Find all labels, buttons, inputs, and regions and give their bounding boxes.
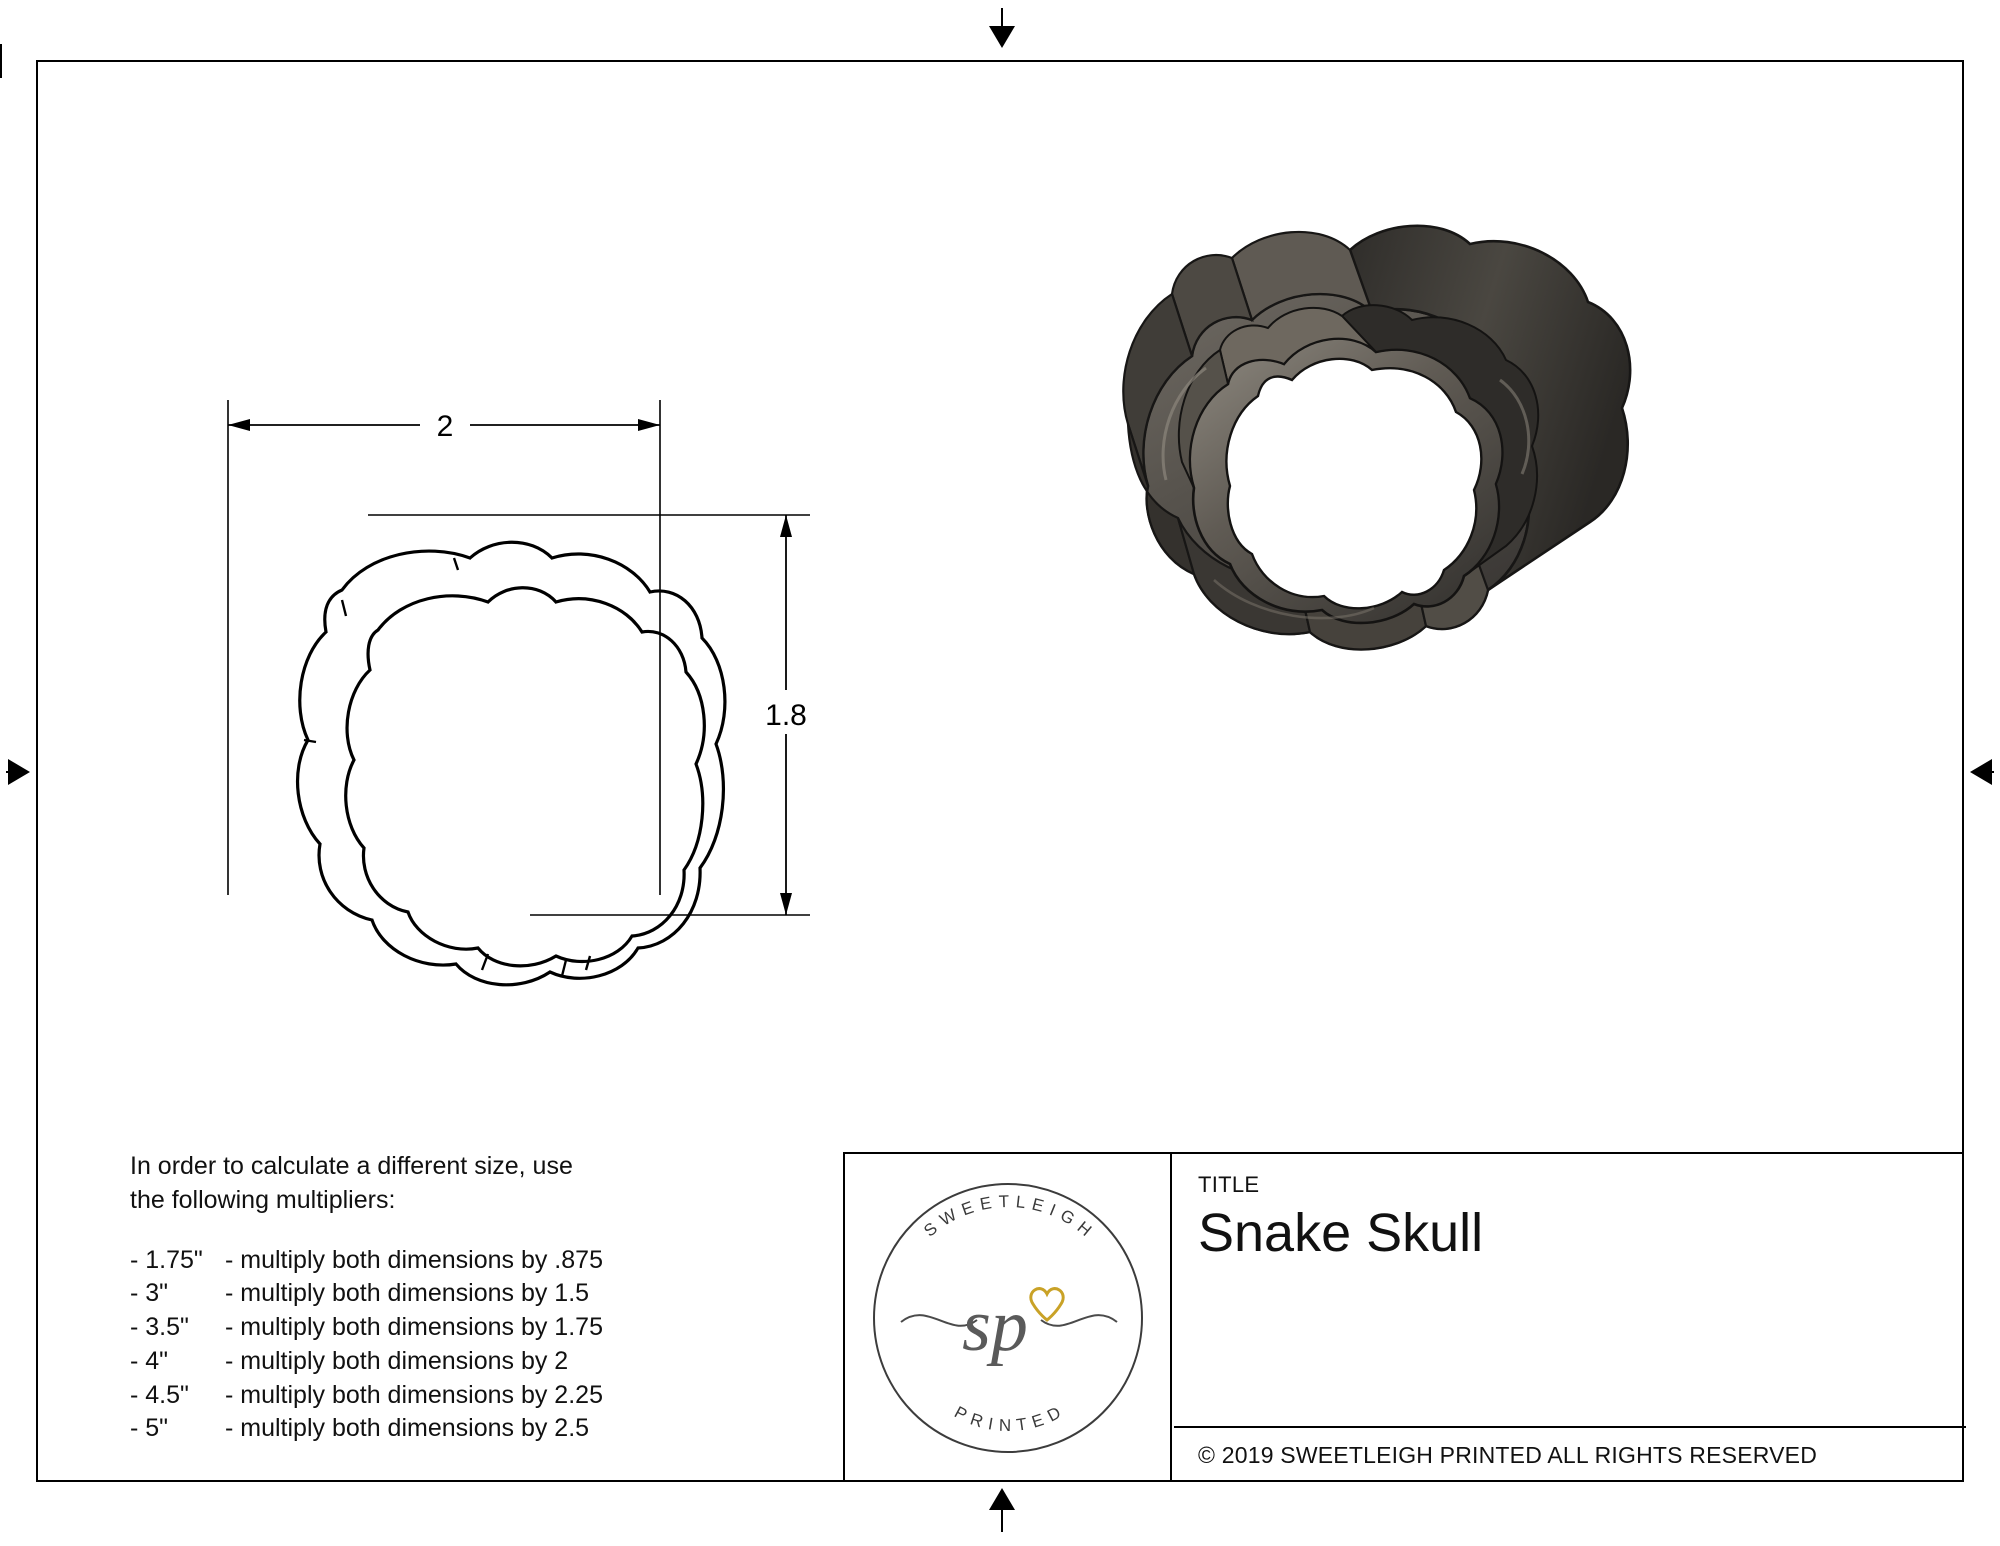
multiplier-size: - 4.5" xyxy=(130,1380,189,1409)
logo-cell xyxy=(845,1154,1172,1482)
notch-detail-5 xyxy=(454,558,458,570)
isometric-view xyxy=(1030,150,1670,710)
notch-detail-2 xyxy=(562,960,566,976)
center-mark-left-icon xyxy=(8,759,30,785)
title-cell xyxy=(1174,1154,1966,1426)
outer-profile-path xyxy=(298,542,725,985)
multiplier-text: - multiply both dimensions by 2 xyxy=(225,1346,569,1375)
sweetleigh-logo xyxy=(845,1154,1172,1482)
multiplier-text: - multiply both dimensions by 1.5 xyxy=(225,1279,590,1308)
multiplier-row xyxy=(130,1412,830,1446)
multiplier-size: - 3" xyxy=(130,1279,169,1308)
center-mark-top-icon xyxy=(989,26,1015,48)
logo-bottom-text: P R I N T E D xyxy=(951,1402,1065,1436)
notes-intro-line-1: In order to calculate a different size, use xyxy=(130,1152,573,1180)
notes-intro-line-2: the following multipliers: xyxy=(130,1185,396,1214)
copyright-text: © 2019 SWEETLEIGH PRINTED ALL RIGHTS RESERVED xyxy=(1198,1441,1818,1468)
multiplier-size: - 4" xyxy=(130,1346,169,1375)
multiplier-size: - 3.5" xyxy=(130,1313,189,1341)
multiplier-text: - multiply both dimensions by 2.5 xyxy=(225,1414,590,1443)
logo-top-text: S W E E T L E I G H xyxy=(920,1191,1096,1241)
drawing-title: Snake Skull xyxy=(1198,1203,1484,1263)
arrow-left-icon xyxy=(228,419,250,431)
multiplier-row xyxy=(130,1345,830,1379)
center-mark-bottom-line xyxy=(1001,1510,1003,1532)
notch-detail-4 xyxy=(342,600,346,616)
cutter-through-hole xyxy=(1226,359,1481,609)
multiplier-text: - multiply both dimensions by 2.25 xyxy=(225,1380,603,1409)
multiplier-size: - 5" xyxy=(130,1414,169,1443)
multiplier-row xyxy=(130,1311,830,1345)
copyright-cell xyxy=(1174,1426,1966,1482)
dimension-width-label: 2 xyxy=(436,410,454,443)
arrow-right-icon xyxy=(638,419,660,431)
inner-profile-path xyxy=(346,588,705,966)
title-block xyxy=(843,1152,1964,1482)
multiplier-notes xyxy=(130,1150,830,1446)
multiplier-text: - multiply both dimensions by .875 xyxy=(225,1245,603,1274)
top-view xyxy=(110,270,940,1060)
multiplier-row xyxy=(130,1379,830,1413)
arrow-down-icon xyxy=(780,893,792,915)
multiplier-text: - multiply both dimensions by 1.75 xyxy=(225,1313,603,1341)
multiplier-size: - 1.75" xyxy=(130,1245,203,1274)
logo-monogram: sp xyxy=(962,1285,1028,1367)
multiplier-row xyxy=(130,1277,830,1311)
title-label: TITLE xyxy=(1198,1172,1260,1197)
center-mark-bottom-icon xyxy=(989,1488,1015,1510)
center-mark-right-icon xyxy=(1970,759,1992,785)
corner-tick xyxy=(0,44,2,78)
arrow-up-icon xyxy=(780,515,792,537)
multiplier-row xyxy=(130,1244,830,1278)
dimension-height-label: 1.8 xyxy=(765,699,807,732)
notes-intro xyxy=(130,1150,830,1218)
